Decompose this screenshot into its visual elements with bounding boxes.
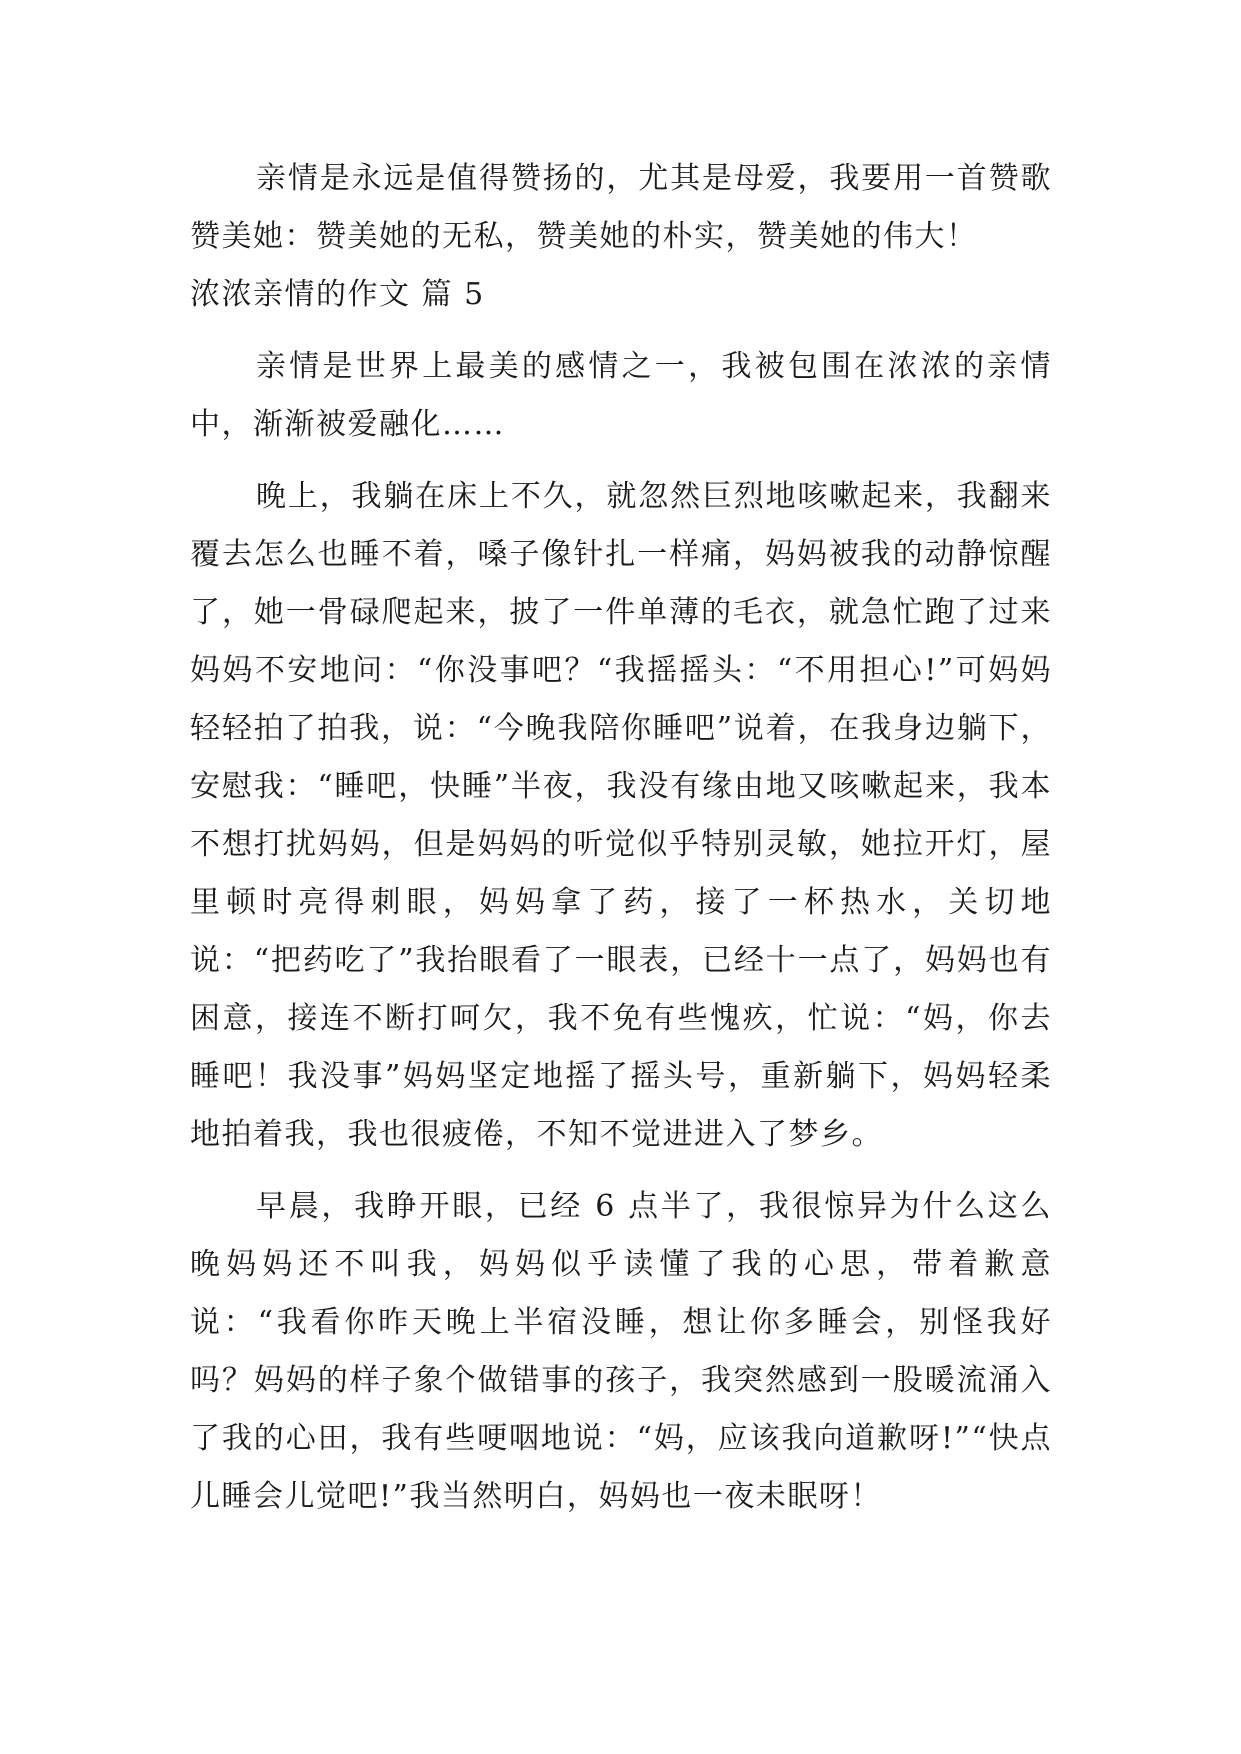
document-page bbox=[190, 150, 1052, 1526]
section-heading: 浓浓亲情的作文 篇 5 bbox=[190, 277, 485, 312]
paragraph-praise: 亲情是永远是值得赞扬的，尤其是母爱，我要用一首赞歌赞美她：赞美她的无私，赞美她的朴实，赞美她的伟大！ bbox=[190, 161, 1052, 254]
paragraph-morning: 早晨，我睁开眼，已经 6 点半了，我很惊异为什么这么晚妈妈还不叫我，妈妈似乎读懂了我的心思，带着歉意说：“我看你昨天晚上半宿没睡，想让你多睡会，别怪我好吗？妈妈的样子象个做错事的孩子，我突然感到一股暖流涌入了我的心田，我有些哽咽地说：“妈，应该我向道歉呀!”“快点儿睡会儿觉吧!”我当然明白，妈妈也一夜未眠呀！ bbox=[190, 1189, 1052, 1514]
paragraph-intro: 亲情是世界上最美的感情之一，我被包围在浓浓的亲情中，渐渐被爱融化…… bbox=[190, 349, 1052, 442]
paragraph-night: 晚上，我躺在床上不久，就忽然巨烈地咳嗽起来，我翻来覆去怎么也睡不着，嗓子像针扎一样痛，妈妈被我的动静惊醒了，她一骨碌爬起来，披了一件单薄的毛衣，就急忙跑了过来妈妈不安地问：“你没事吧？“我摇摇头：“不用担心!”可妈妈轻轻拍了拍我，说：“今晚我陪你睡吧”说着，在我身边躺下，安慰我：“睡吧，快睡”半夜，我没有缘由地又咳嗽起来，我本不想打扰妈妈，但是妈妈的听觉似乎特别灵敏，她拉开灯，屋里顿时亮得刺眼，妈妈拿了药，接了一杯热水，关切地说：“把药吃了”我抬眼看了一眼表，已经十一点了，妈妈也有困意，接连不断打呵欠，我不免有些愧疚，忙说：“妈，你去睡吧！我没事”妈妈坚定地摇了摇头号，重新躺下，妈妈轻柔地拍着我，我也很疲倦，不知不觉进进入了梦乡。 bbox=[190, 479, 1052, 1152]
